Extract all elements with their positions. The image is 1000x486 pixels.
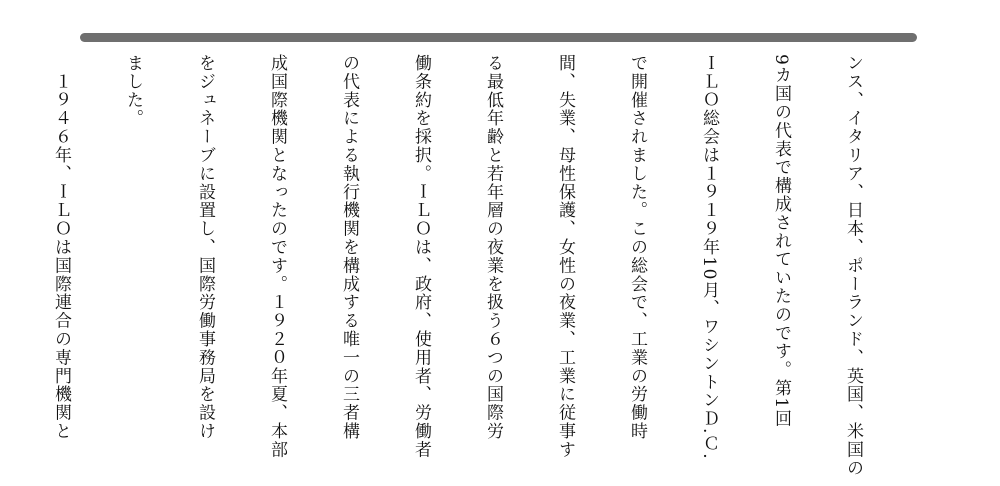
text-line: で開催されました。この総会で、工業の労働時 (627, 54, 647, 441)
text-line: ンス、イタリア、日本、ポーランド、英国、米国の (843, 54, 863, 478)
text-line: の代表による執行機関を構成する唯一の三者構 (339, 54, 359, 441)
text-line: 働条約を採択。ＩＬＯは、政府、使用者、労働者 (411, 54, 431, 459)
text-line: 成国際機関となったのです。１９２０年夏、本部 (267, 54, 287, 459)
text-line: 9カ国の代表で構成されていたのです。第1回 (771, 54, 791, 429)
article-body (0, 54, 913, 478)
text-line: 間、失業、母性保護、女性の夜業、工業に従事す (555, 54, 575, 459)
text-line: １９４６年、ＩＬＯは国際連合の専門機関と (51, 54, 71, 441)
text-line: をジュネーブに設置し、国際労働事務局を設け (195, 54, 215, 441)
text-line (0, 54, 1, 474)
top-divider-rule (80, 33, 917, 42)
text-line: ＩＬＯ総会は１９１９年10月、ワシントンＤ.Ｃ. (699, 54, 719, 461)
text-line: る最低年齢と若年層の夜業を扱う６つの国際労 (483, 54, 503, 441)
text-line: ました。 (123, 54, 143, 128)
